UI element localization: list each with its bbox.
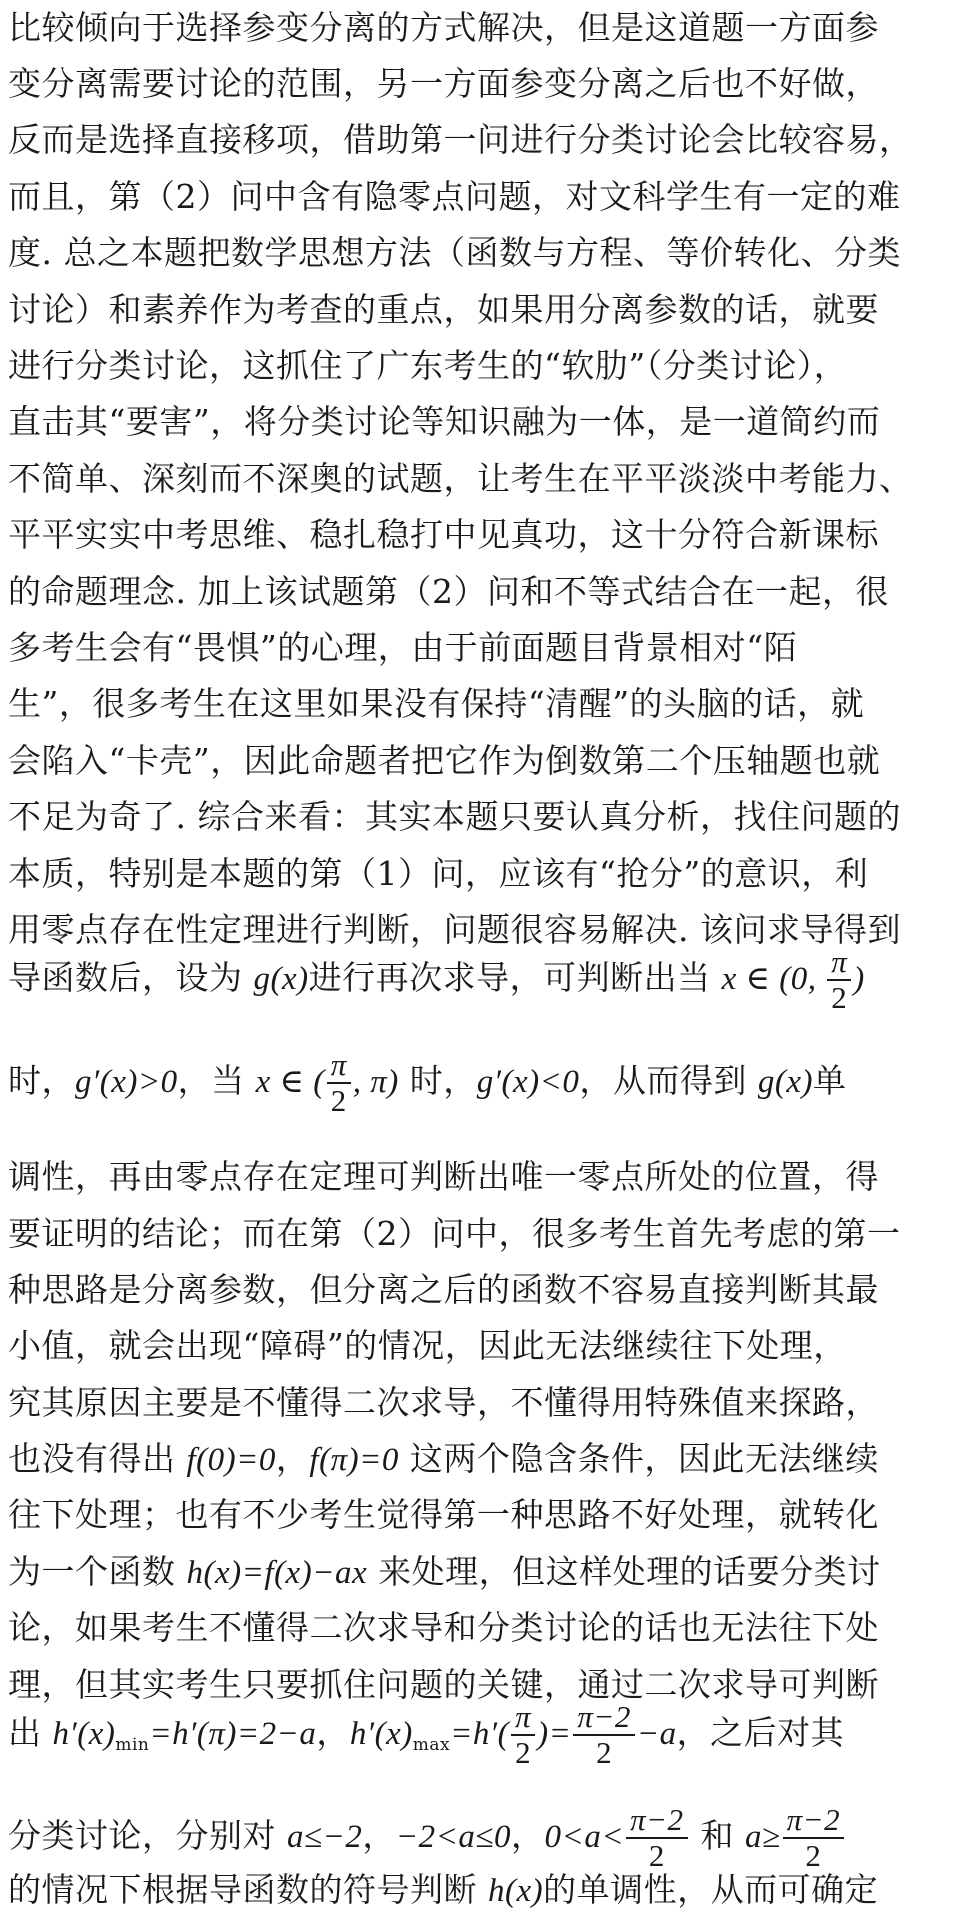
- text-segment: 这两个隐含条件，因此无法继续: [398, 1439, 879, 1478]
- text-segment: 进行再次求导，可判断出当: [308, 958, 722, 997]
- math-expression: x ∈ (: [255, 1064, 325, 1100]
- text-line-29: 理，但其实考生只要抓住问题的关键，通过二次求导可判断: [8, 1665, 879, 1704]
- fraction-numerator: π: [827, 945, 851, 981]
- fraction-pi-over-2: [327, 1048, 351, 1118]
- text-line-3: 反而是选择直接移项，借助第一问进行分类讨论会比较容易，: [8, 120, 913, 159]
- fraction-denominator: 2: [805, 1838, 822, 1873]
- fraction-numerator: π: [327, 1048, 351, 1084]
- text-line-1: 比较倾向于选择参变分离的方式解决，但是这道题一方面参: [8, 8, 879, 47]
- fraction-numerator: π−2: [573, 1700, 634, 1736]
- text-segment: 出: [8, 1713, 53, 1752]
- fraction-pi-over-2: [827, 945, 851, 1015]
- text-line-5: 度. 总之本题把数学思想方法（函数与方程、等价转化、分类: [8, 233, 901, 272]
- math-expression: a≤−2: [287, 1819, 363, 1855]
- text-segment: ，: [275, 1439, 310, 1478]
- text-line-22: 种思路是分离参数，但分离之后的函数不容易直接判断其最: [8, 1270, 879, 1309]
- math-expression: h′(x): [52, 1716, 116, 1752]
- math-expression: =h′(: [450, 1716, 510, 1752]
- text-line-15: 不足为奇了. 综合来看：其实本题只要认真分析，找住问题的: [8, 797, 901, 836]
- text-line-21: 要证明的结论；而在第（2）问中，很多考生首先考虑的第一: [8, 1214, 901, 1253]
- text-segment: 导函数后，设为: [8, 958, 254, 997]
- math-expression: a≥: [745, 1819, 781, 1855]
- text-line-16: 本质，特别是本题的第（1）问，应该有“抢分”的意识，利: [8, 854, 869, 893]
- text-segment: ，从而得到: [579, 1061, 758, 1100]
- text-segment: ，: [511, 1816, 545, 1855]
- text-line-17: 用零点存在性定理进行判断，问题很容易解决. 该问求导得到: [8, 910, 901, 949]
- fraction-numerator: π−2: [626, 1803, 687, 1839]
- math-expression: h(x): [488, 1873, 544, 1909]
- fraction-pi-minus-2-over-2: [573, 1700, 634, 1770]
- text-segment: ，: [316, 1713, 350, 1752]
- text-line-27-math: [8, 1548, 964, 1600]
- math-expression: , π): [352, 1064, 399, 1100]
- text-line-25-math: [8, 1435, 964, 1487]
- math-expression: g′(x)<0: [476, 1064, 580, 1100]
- text-line-7: 进行分类讨论，这抓住了广东考生的“软肋”（分类讨论），: [8, 346, 848, 385]
- math-expression: f(π)=0: [309, 1442, 399, 1478]
- text-line-4: 而且，第（2）问中含有隐零点问题，对文科学生有一定的难: [8, 177, 901, 216]
- math-expression: −a: [636, 1716, 677, 1752]
- text-line-30-math: [8, 1700, 964, 1796]
- text-line-13: 生”，很多考生在这里如果没有保持“清醒”的头脑的话，就: [8, 684, 865, 723]
- fraction-pi-minus-2-over-2: [626, 1803, 687, 1873]
- math-expression: ): [853, 961, 865, 997]
- fraction-pi-over-2: [511, 1700, 535, 1770]
- text-line-23: 小值，就会出现“障碍”的情况，因此无法继续往下处理，: [8, 1326, 847, 1365]
- fraction-numerator: π−2: [783, 1803, 844, 1839]
- text-segment: 的单调性，从而可确定: [543, 1870, 879, 1909]
- text-segment: ，之后对其: [676, 1713, 845, 1752]
- math-expression: 0<a<: [544, 1819, 625, 1855]
- math-expression: h(x)=f(x)−ax: [186, 1555, 368, 1591]
- fraction-denominator: 2: [648, 1838, 665, 1873]
- text-line-18-math: [8, 945, 964, 1041]
- text-line-11: 的命题理念. 加上该试题第（2）问和不等式结合在一起，很: [8, 572, 889, 611]
- text-segment: 为一个函数: [8, 1552, 187, 1591]
- math-expression: )=: [537, 1716, 572, 1752]
- math-expression: g′(x)>0: [75, 1064, 178, 1100]
- math-expression: g(x): [253, 961, 309, 997]
- text-segment: 时，: [8, 1061, 75, 1100]
- text-segment: 单: [813, 1061, 847, 1100]
- text-segment: 来处理，但这样处理的话要分类讨: [367, 1552, 881, 1591]
- text-line-12: 多考生会有“畏惧”的心理，由于前面题目背景相对“陌: [8, 628, 798, 667]
- subscript-max: max: [412, 1735, 451, 1755]
- text-line-20: 调性，再由零点存在定理可判断出唯一零点所处的位置，得: [8, 1157, 879, 1196]
- text-segment: 的情况下根据导函数的符号判断: [8, 1870, 488, 1909]
- math-expression: =h′(π)=2−a: [149, 1716, 317, 1752]
- text-segment: ，当: [177, 1061, 256, 1100]
- fraction-pi-minus-2-over-2: [783, 1803, 844, 1873]
- fraction-denominator: 2: [596, 1735, 613, 1770]
- text-segment: 时，: [398, 1061, 477, 1100]
- text-line-10: 平平实实中考思维、稳扎稳打中见真功，这十分符合新课标: [8, 515, 879, 554]
- math-expression: g(x): [757, 1064, 814, 1100]
- text-line-19-math: [8, 1048, 964, 1144]
- text-line-6: 讨论）和素养作为考查的重点，如果用分离参数的话，就要: [8, 290, 879, 329]
- text-line-28: 论，如果考生不懂得二次求导和分类讨论的话也无法往下处: [8, 1608, 879, 1647]
- text-line-2: 变分离需要讨论的范围，另一方面参变分离之后也不好做，: [8, 64, 879, 103]
- text-segment: 和: [689, 1816, 746, 1855]
- text-line-14: 会陷入“卡壳”，因此命题者把它作为倒数第二个压轴题也就: [8, 741, 881, 780]
- fraction-denominator: 2: [831, 980, 848, 1015]
- fraction-denominator: 2: [515, 1735, 532, 1770]
- text-segment: 也没有得出: [8, 1439, 187, 1478]
- math-expression: f(0)=0: [186, 1442, 276, 1478]
- text-line-9: 不简单、深刻而不深奥的试题，让考生在平平淡淡中考能力、: [8, 459, 913, 498]
- text-line-24: 究其原因主要是不懂得二次求导，不懂得用特殊值来探路，: [8, 1383, 879, 1422]
- math-expression: −2<a≤0: [395, 1819, 512, 1855]
- text-line-32-math: [8, 1866, 964, 1918]
- text-segment: ，: [362, 1816, 396, 1855]
- text-line-8: 直击其“要害”，将分类讨论等知识融为一体，是一道简约而: [8, 402, 881, 441]
- math-expression: h′(x): [349, 1716, 413, 1752]
- text-line-26: 往下处理；也有不少考生觉得第一种思路不好处理，就转化: [8, 1495, 879, 1534]
- subscript-min: min: [115, 1735, 150, 1755]
- fraction-denominator: 2: [330, 1083, 347, 1118]
- fraction-numerator: π: [511, 1700, 535, 1736]
- math-expression: x ∈ (0,: [721, 961, 826, 997]
- text-segment: 分类讨论，分别对: [8, 1816, 287, 1855]
